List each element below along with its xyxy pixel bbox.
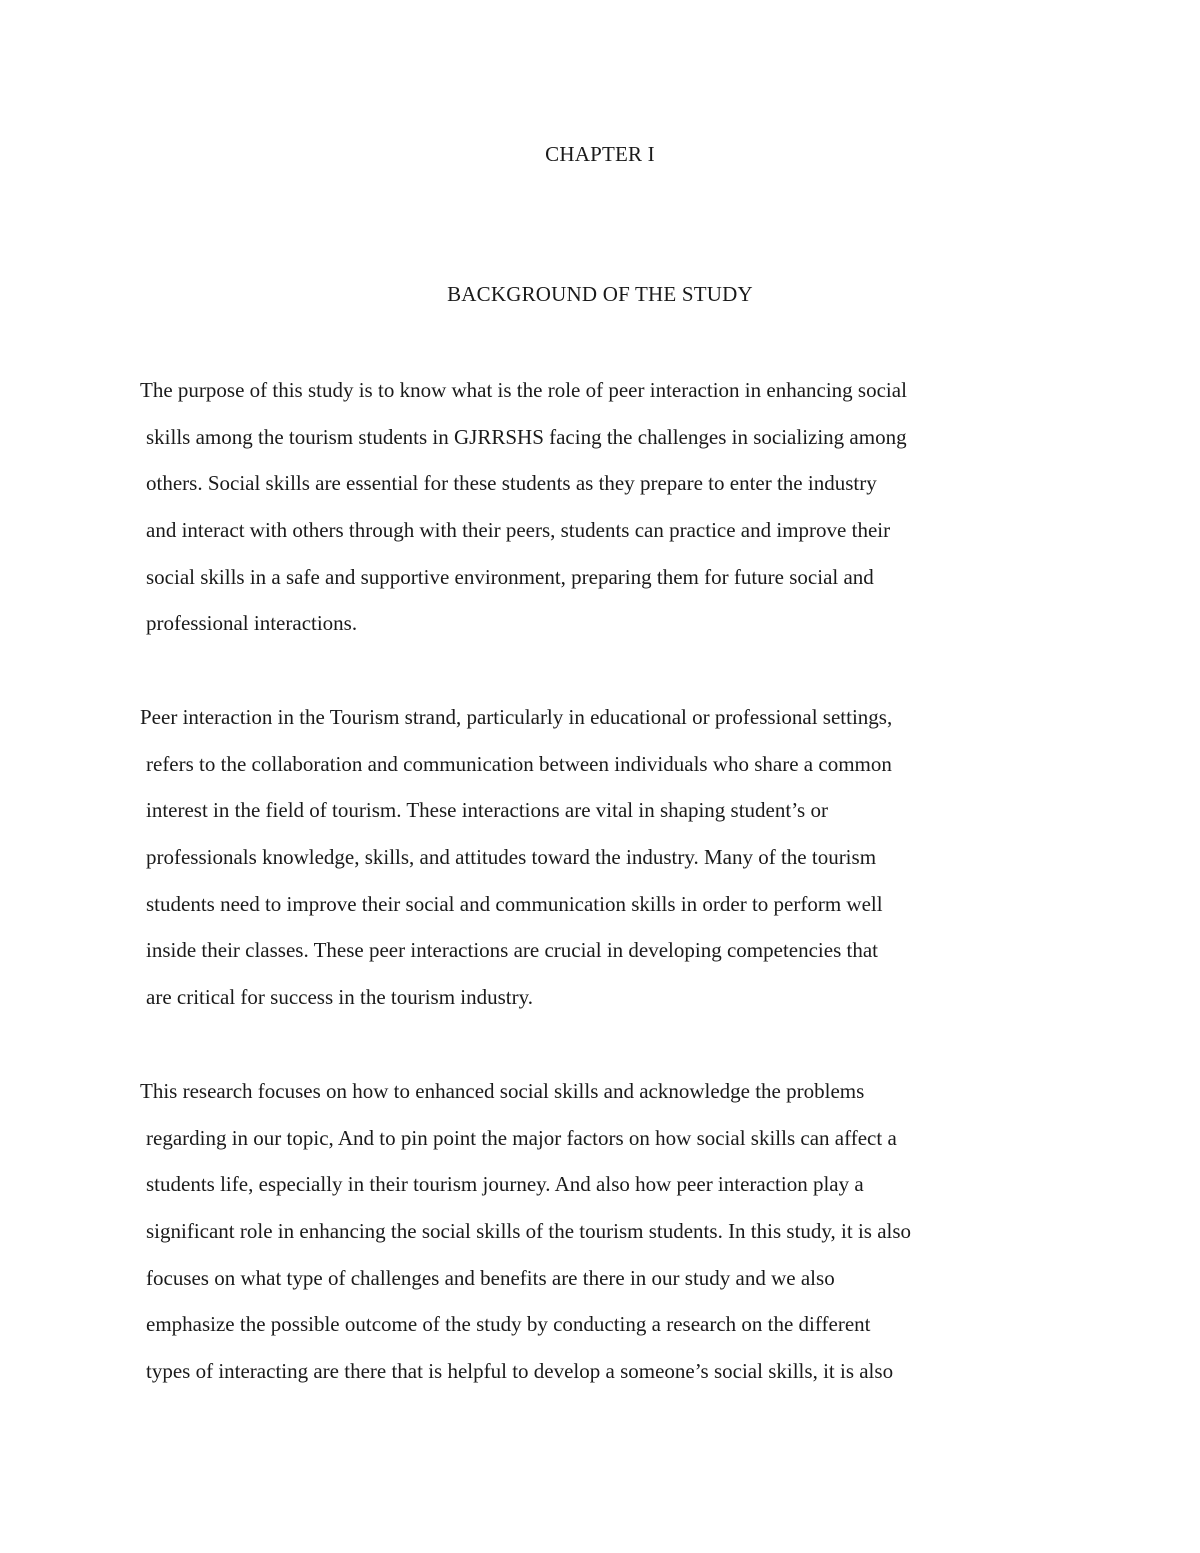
paragraph-line: students need to improve their social and communication skills in order to perform well [146, 891, 883, 916]
paragraph-line: others. Social skills are essential for these students as they prepare to enter the industry [146, 471, 877, 496]
chapter-heading: CHAPTER I [545, 142, 655, 166]
paragraph-line: students life, especially in their tourism journey. And also how peer interaction play a [146, 1172, 864, 1197]
paragraph-line: significant role in enhancing the social skills of the tourism students. In this study, it is also [146, 1219, 912, 1244]
paragraph-line: are critical for success in the tourism industry. [146, 985, 534, 1010]
paragraph-line: professional interactions. [146, 611, 358, 636]
paragraph-line: refers to the collaboration and communication between individuals who share a common [146, 751, 892, 776]
paragraph-line: types of interacting are there that is helpful to develop a someone’s social skills, it is also [146, 1359, 894, 1384]
paragraph-line: Peer interaction in the Tourism strand, particularly in educational or professional settings, [140, 705, 893, 729]
paragraph-line: skills among the tourism students in GJRRSHS facing the challenges in socializing among [146, 424, 907, 449]
paragraph-line: This research focuses on how to enhanced social skills and acknowledge the problems [140, 1079, 865, 1103]
paragraph-peer-interaction [140, 694, 1040, 1021]
paragraph-line: inside their classes. These peer interactions are crucial in developing competencies that [146, 938, 878, 963]
paragraph-line: focuses on what type of challenges and benefits are there in our study and we also [146, 1265, 835, 1290]
paragraph-line: social skills in a safe and supportive environment, preparing them for future social and [146, 564, 874, 589]
paragraph-line: emphasize the possible outcome of the study by conducting a research on the different [146, 1312, 871, 1337]
paragraph-purpose [140, 367, 1040, 647]
paragraph-research-focus [140, 1068, 1040, 1395]
section-heading: BACKGROUND OF THE STUDY [447, 282, 753, 306]
paragraph-line: The purpose of this study is to know what is the role of peer interaction in enhancing social [140, 378, 907, 402]
paragraph-line: and interact with others through with their peers, students can practice and improve their [146, 518, 891, 543]
paragraph-line: regarding in our topic, And to pin point the major factors on how social skills can affect a [146, 1125, 897, 1150]
paragraph-line: interest in the field of tourism. These interactions are vital in shaping student’s or [146, 798, 828, 823]
paragraph-line: professionals knowledge, skills, and attitudes toward the industry. Many of the tourism [146, 845, 877, 870]
